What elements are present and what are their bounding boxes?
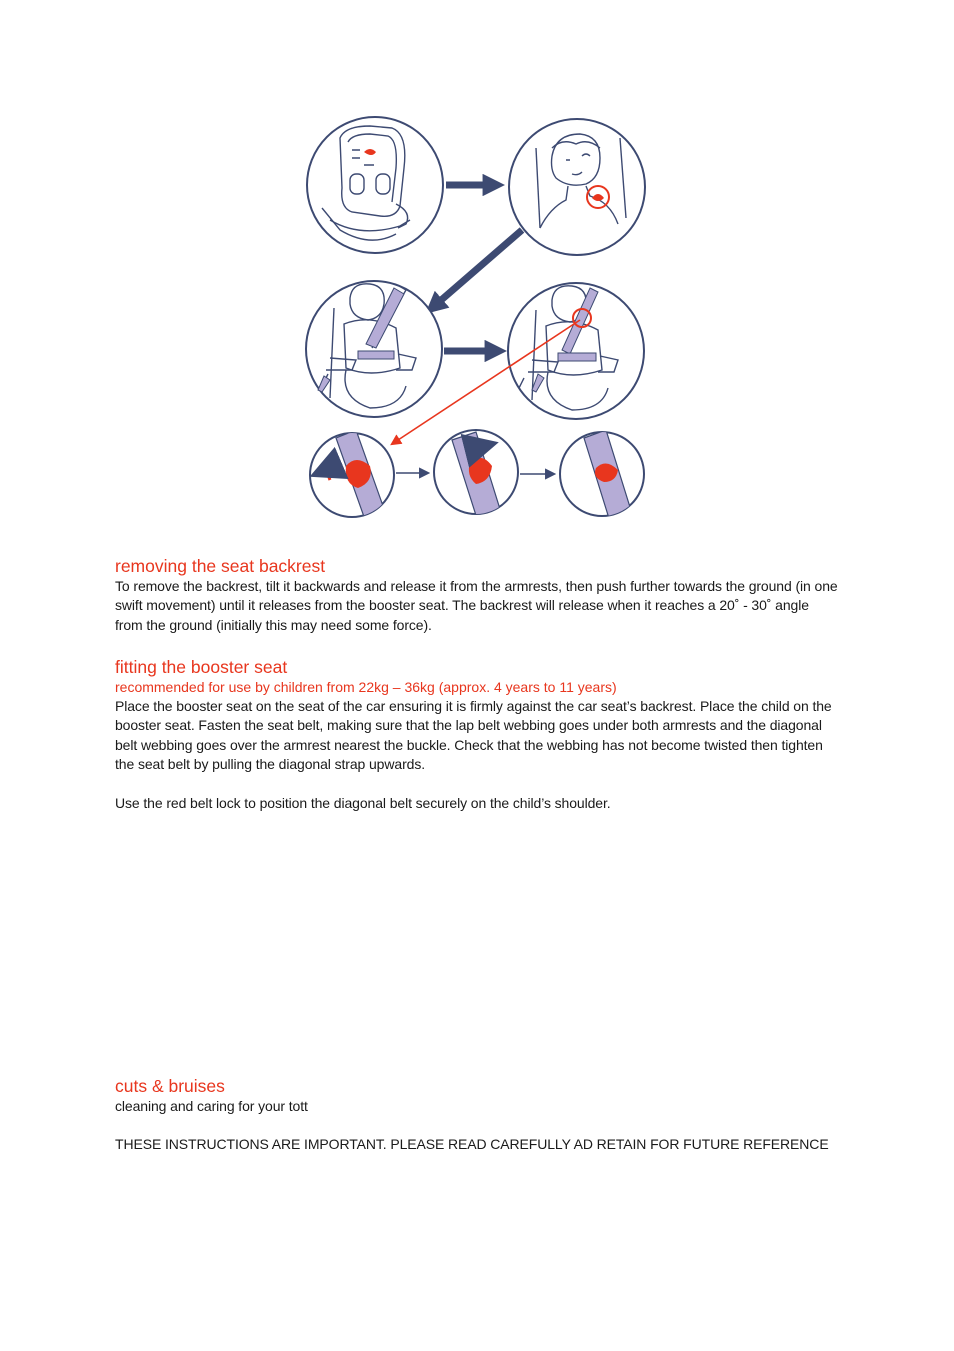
step-2-child-circle: [509, 119, 645, 255]
step-5-belt-lock-circle: [310, 430, 394, 522]
step-7-belt-lock-circle: [560, 430, 644, 522]
section-removing-backrest: [115, 555, 840, 635]
section-cuts-bruises: [115, 1075, 840, 1155]
important-notice: THESE INSTRUCTIONS ARE IMPORTANT. PLEASE READ CAREFULLY AD RETAIN FOR FUTURE REFERENCE: [115, 1136, 829, 1153]
heading-fitting-booster: fitting the booster seat: [115, 657, 288, 677]
paragraph-removing-backrest: To remove the backrest, tilt it backwards and release it from the armrests, then push further towards the ground (in one swift movement) until it releases from the booster seat. The backrest will release when it reaches a 20˚ - 30˚ angle from the ground (initially this may need some force).: [115, 578, 838, 633]
paragraph-fitting-instructions: Place the booster seat on the seat of the car ensuring it is firmly against the car seat’s backrest. Place the child on the booster seat. Fasten the seat belt, making sure that the lap belt webbing goes under both armrests and the diagonal belt webbing goes over the armrest nearest the buckle. Check that the webbing has not become twisted then tighten the seat belt by pulling the diagonal strap upwards.: [115, 698, 832, 773]
subheading-weight-range: recommended for use by children from 22kg – 36kg (approx. 4 years to 11 years): [115, 679, 617, 695]
heading-cuts-bruises: cuts & bruises: [115, 1076, 225, 1096]
step-4-fitted-circle: [508, 283, 644, 419]
section-fitting-booster: [115, 656, 840, 813]
subheading-cleaning-caring: cleaning and caring for your tott: [115, 1098, 308, 1114]
arrow-step-2-to-3: [432, 230, 522, 308]
fitting-instructions-illustration: [300, 108, 652, 522]
step-6-belt-lock-circle: [434, 430, 518, 522]
heading-removing-backrest: removing the seat backrest: [115, 556, 326, 576]
step-3-fastening-circle: [306, 281, 442, 417]
step-1-backrest-circle: [307, 117, 443, 253]
paragraph-belt-lock-note: Use the red belt lock to position the diagonal belt securely on the child’s shoulder.: [115, 794, 611, 811]
